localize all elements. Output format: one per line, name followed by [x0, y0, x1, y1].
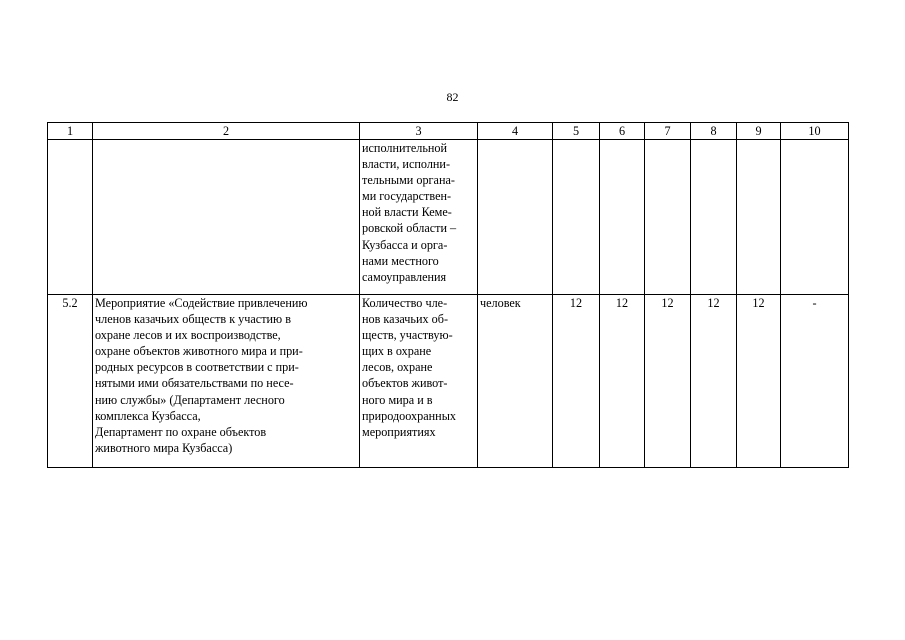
header-cell: 2 — [93, 123, 360, 140]
cell-line: ной власти Кеме- — [362, 205, 452, 220]
cell-line: исполнительной — [362, 141, 448, 155]
table-cell — [691, 140, 737, 295]
cell-line: объектов живот- — [362, 376, 448, 391]
cell-line: мероприятиях — [362, 424, 436, 439]
indicators-table — [47, 122, 849, 468]
header-cell: 6 — [600, 123, 645, 140]
table-cell — [93, 140, 360, 295]
cell-line: ществ, участвую- — [362, 328, 453, 343]
header-cell: 1 — [48, 123, 93, 140]
cell-line: охране лесов и их воспроизводстве, — [95, 328, 281, 343]
cell-line: ровской области – — [362, 221, 457, 236]
table-header-row — [48, 123, 849, 140]
cell-line: самоуправления — [362, 269, 447, 284]
row-number-cell: 5.2 — [48, 295, 93, 468]
cell-line: нами местного — [362, 253, 439, 268]
table-cell — [553, 140, 600, 295]
header-cell: 5 — [553, 123, 600, 140]
indicator-continuation-cell — [360, 140, 478, 295]
value-cell: 12 — [737, 295, 781, 468]
table-cell — [737, 140, 781, 295]
page-number: 82 — [446, 90, 459, 104]
header-cell: 4 — [478, 123, 553, 140]
cell-line: животного мира Кузбасса) — [95, 440, 233, 455]
cell-line: Мероприятие «Содействие привлечению — [95, 296, 308, 310]
value-cell: 12 — [691, 295, 737, 468]
cell-line: родных ресурсов в соответствии с при- — [95, 360, 299, 375]
table-cell — [781, 140, 849, 295]
cell-line: нов казачьих об- — [362, 312, 449, 327]
cell-line: щих в охране — [362, 344, 432, 359]
table-cell — [478, 140, 553, 295]
cell-line: членов казачьих обществ к участию в — [95, 312, 291, 327]
value-cell: 12 — [553, 295, 600, 468]
cell-line: Кузбасса и орга- — [362, 237, 448, 252]
cell-line: природоохранных — [362, 408, 456, 423]
header-cell: 9 — [737, 123, 781, 140]
table-cell — [48, 140, 93, 295]
cell-line: охране объектов животного мира и при- — [95, 344, 303, 359]
header-cell: 8 — [691, 123, 737, 140]
table-row-5-2 — [48, 295, 849, 468]
table-cell — [600, 140, 645, 295]
cell-line: Количество чле- — [362, 296, 448, 310]
indicator-name-cell — [360, 295, 478, 468]
cell-line: нию службы» (Департамент лесного — [95, 392, 285, 407]
cell-line: нятыми ими обязательствами по несе- — [95, 376, 294, 391]
value-cell: 12 — [645, 295, 691, 468]
cell-line: лесов, охране — [362, 360, 433, 375]
header-cell: 7 — [645, 123, 691, 140]
event-description-cell — [93, 295, 360, 468]
value-cell: - — [781, 295, 849, 468]
header-cell: 3 — [360, 123, 478, 140]
cell-line: ми государствен- — [362, 189, 452, 204]
cell-line: тельными органа- — [362, 173, 455, 188]
table-cell — [645, 140, 691, 295]
cell-line: ного мира и в — [362, 392, 433, 407]
cell-line: власти, исполни- — [362, 157, 451, 172]
header-cell: 10 — [781, 123, 849, 140]
table-row-continuation — [48, 140, 849, 295]
unit-cell: человек — [478, 295, 553, 468]
cell-line: комплекса Кузбасса, — [95, 408, 201, 423]
cell-line: Департамент по охране объектов — [95, 424, 267, 439]
value-cell: 12 — [600, 295, 645, 468]
